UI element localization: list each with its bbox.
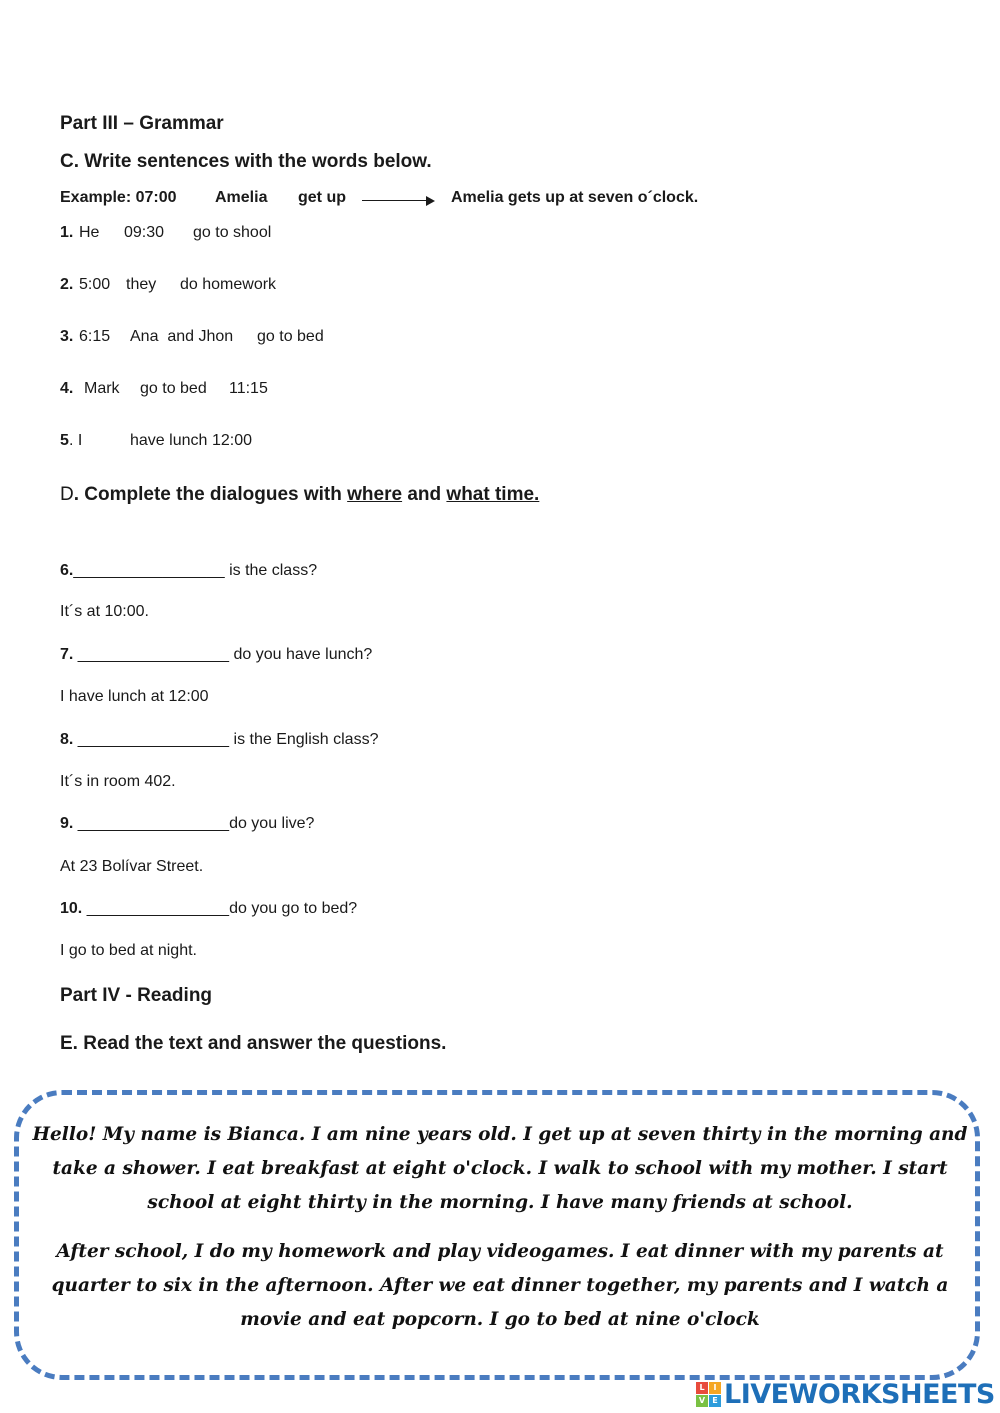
section-c-heading: C. Write sentences with the words below. <box>60 151 432 172</box>
list-item <box>60 224 272 242</box>
example-word-1: Amelia <box>215 189 268 206</box>
item-word: 6:15 <box>79 328 111 345</box>
dialogue-number: 7. <box>60 646 74 663</box>
item-word: . I <box>69 432 83 449</box>
arrow-line <box>362 200 428 201</box>
logo-icon <box>696 1382 721 1407</box>
item-word: 09:30 <box>124 224 165 241</box>
section-d-text: . Complete the dialogues with <box>73 484 348 505</box>
dialogue-question <box>60 646 372 664</box>
reading-paragraph-2: After school, I do my homework and play videogames. I eat dinner with my parents at quarter to six in the afternoon. After we eat dinner together, my parents and I watch a movie and eat popcorn. I go to bed at nine o'clock <box>51 1241 949 1330</box>
item-word: 11:15 <box>229 380 268 397</box>
example-label: Example: 07:00 <box>60 189 177 206</box>
logo-letter: L <box>696 1382 708 1394</box>
question-text: _________________ is the class? <box>73 562 318 579</box>
example-answer: Amelia gets up at seven o´clock. <box>451 189 699 206</box>
list-item <box>60 432 253 450</box>
item-word: do homework <box>180 276 277 293</box>
list-item <box>60 276 277 294</box>
item-word: they <box>126 276 157 293</box>
dialogue-answer: It´s at 10:00. <box>60 603 149 620</box>
liveworksheets-logo <box>696 1378 995 1410</box>
question-text: ________________do you go to bed? <box>82 900 358 917</box>
dialogue-answer: I go to bed at night. <box>60 942 197 959</box>
item-word: 5:00 <box>79 276 111 293</box>
logo-text: LIVEWORKSHEETS <box>724 1378 995 1410</box>
item-word: go to shool <box>193 224 272 241</box>
arrow-right-icon <box>426 196 435 206</box>
dialogue-number: 10. <box>60 900 83 917</box>
item-number: 1. <box>60 224 74 241</box>
item-word: Mark <box>84 380 120 397</box>
section-d-prefix: D <box>60 484 74 505</box>
logo-letter: I <box>709 1382 721 1394</box>
section-e-heading: E. Read the text and answer the questions. <box>60 1033 447 1054</box>
item-word: He <box>79 224 100 241</box>
keyword-what-time: what time. <box>446 484 540 505</box>
item-number: 4. <box>60 380 74 397</box>
dialogue-question <box>60 900 357 918</box>
dialogue-number: 9. <box>60 815 74 832</box>
dialogue-number: 8. <box>60 731 74 748</box>
dialogue-question <box>60 815 314 833</box>
list-item <box>60 328 324 346</box>
item-word: go to bed <box>140 380 207 397</box>
item-word: have lunch <box>130 432 208 449</box>
question-text: _________________do you live? <box>73 815 315 832</box>
reading-paragraph-1: Hello! My name is Bianca. I am nine years old. I get up at seven thirty in the morning and take a shower. I eat breakfast at eight o'clock. I walk to school with my mother. I start school at eight thirty in the morning. I have many friends at school. <box>32 1124 968 1213</box>
list-item <box>60 380 268 398</box>
dialogue-answer: At 23 Bolívar Street. <box>60 858 204 875</box>
logo-letter: V <box>696 1395 708 1407</box>
logo-letter: E <box>709 1395 721 1407</box>
section-d-and: and <box>402 484 447 505</box>
dialogue-answer: It´s in room 402. <box>60 773 176 790</box>
item-number: 5 <box>60 432 69 449</box>
dialogue-answer: I have lunch at 12:00 <box>60 688 209 705</box>
section-d-heading <box>60 484 539 506</box>
dialogue-question <box>60 562 317 580</box>
item-word: go to bed <box>257 328 324 345</box>
item-number: 3. <box>60 328 74 345</box>
dialogue-question <box>60 731 378 749</box>
part3-title: Part III – Grammar <box>60 113 224 134</box>
part4-title: Part IV - Reading <box>60 985 213 1006</box>
question-text: _________________ do you have lunch? <box>73 646 373 663</box>
question-text: _________________ is the English class? <box>73 731 379 748</box>
item-number: 2. <box>60 276 74 293</box>
dialogue-number: 6. <box>60 562 74 579</box>
example-word-2: get up <box>298 189 346 206</box>
item-word: 12:00 <box>212 432 253 449</box>
item-word: Ana and Jhon <box>130 328 234 345</box>
keyword-where: where <box>347 484 403 505</box>
